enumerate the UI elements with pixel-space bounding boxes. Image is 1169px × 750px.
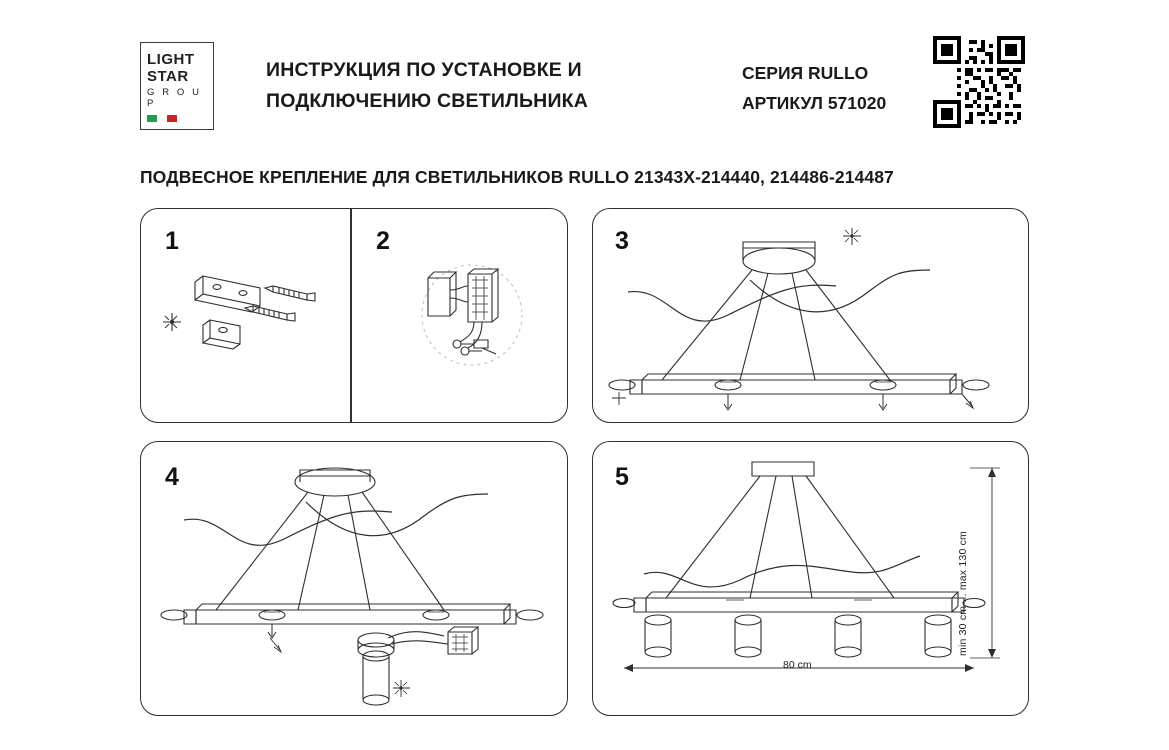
article-label: АРТИКУЛ 571020 [742, 93, 887, 113]
qr-code-icon [933, 36, 1025, 128]
series-label: СЕРИЯ RULLO [742, 63, 869, 83]
page-title-line-1: ИНСТРУКЦИЯ ПО УСТАНОВКЕ И [266, 59, 582, 81]
panel-divider [350, 209, 352, 422]
brand-logo [140, 42, 214, 130]
diagram-lamp-module-installation [148, 450, 560, 708]
italian-flag-icon [147, 115, 177, 122]
page-title [266, 55, 686, 117]
logo-line-2: STAR [147, 67, 189, 85]
diagram-canopy-and-bar-assembly [600, 222, 1020, 412]
page-title-line-2: ПОДКЛЮЧЕНИЮ СВЕТИЛЬНИКА [266, 90, 589, 112]
section-subtitle: ПОДВЕСНОЕ КРЕПЛЕНИЕ ДЛЯ СВЕТИЛЬНИКОВ RULLO 21343X-214440, 214486-214487 [140, 167, 894, 187]
logo-group-text: G R O U P [147, 86, 202, 109]
step-number-5: 5 [615, 463, 629, 491]
step-number-2: 2 [376, 227, 390, 255]
height-dimension-label: min 30 cm ... max 130 cm [957, 530, 969, 656]
width-dimension-label: 80 cm [783, 659, 812, 671]
logo-line-1: LIGHT [147, 50, 195, 68]
step-number-1: 1 [165, 227, 179, 255]
step-number-4: 4 [165, 463, 179, 491]
step-number-3: 3 [615, 227, 629, 255]
diagram-mounting-bracket-with-screws [155, 260, 345, 370]
diagram-wiring-terminal-block [410, 260, 540, 380]
product-identification [742, 58, 927, 118]
